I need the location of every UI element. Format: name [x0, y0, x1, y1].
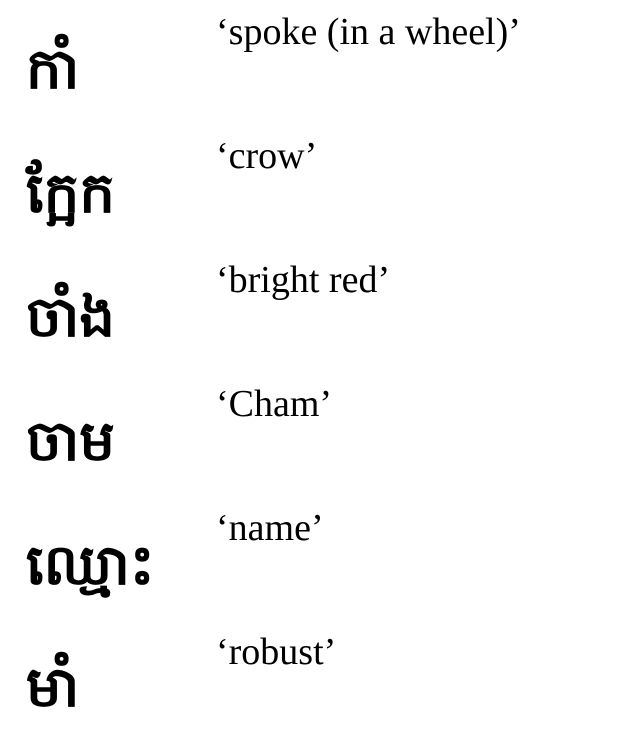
english-gloss: ‘robust’ [216, 631, 337, 673]
glossary-entry [0, 0, 634, 110]
khmer-word: កាំ [26, 37, 80, 102]
english-gloss: ‘crow’ [216, 135, 318, 177]
english-gloss: ‘bright red’ [216, 259, 391, 301]
glossary-entry [0, 620, 634, 730]
khmer-word: ឈ្មោះ [26, 533, 155, 598]
glossary-entry [0, 248, 634, 358]
khmer-word: ចាំង [26, 285, 115, 350]
glossary-entry [0, 124, 634, 234]
english-gloss: ‘Cham’ [216, 383, 333, 425]
khmer-word: ចាម [26, 409, 115, 474]
glossary-entry [0, 372, 634, 482]
khmer-word: ក្អែក [26, 161, 115, 226]
english-gloss: ‘name’ [216, 507, 324, 549]
english-gloss: ‘spoke (in a wheel)’ [216, 11, 521, 53]
glossary-entry [0, 496, 634, 606]
khmer-word: មាំ [26, 655, 80, 720]
